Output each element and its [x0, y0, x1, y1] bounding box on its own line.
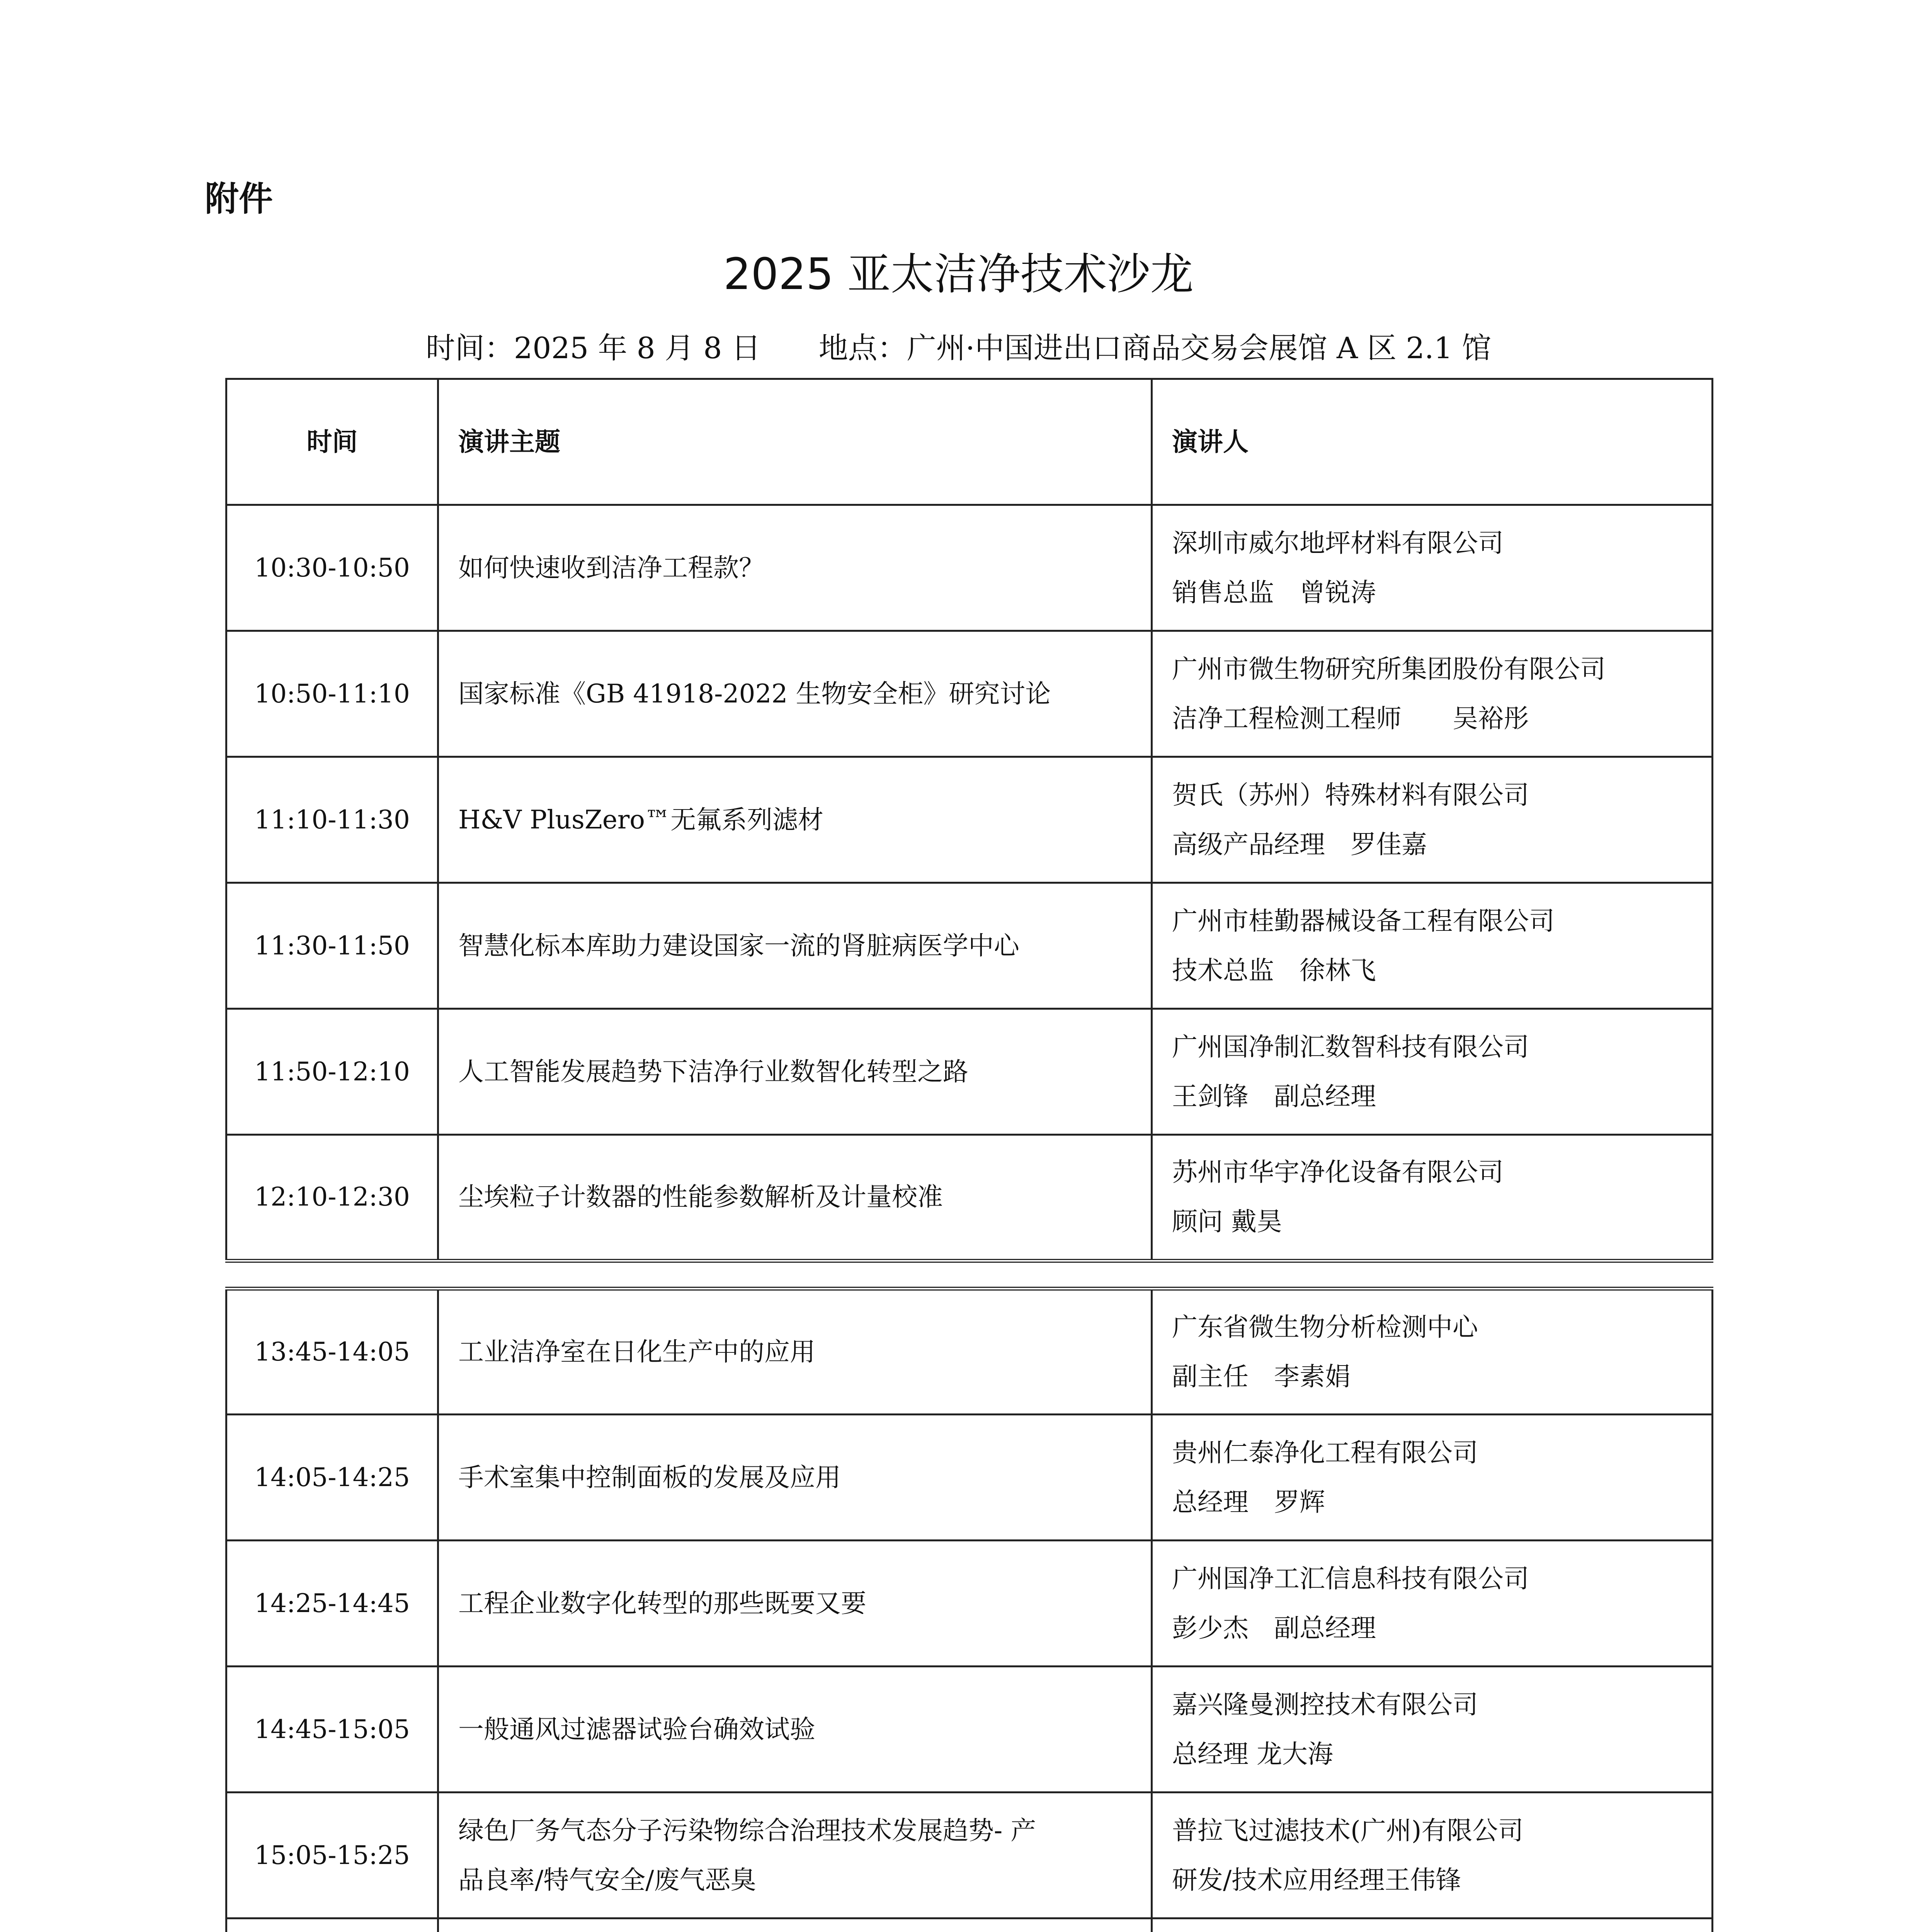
speaker-organization: 广州市微生物研究所集团股份有限公司: [1172, 654, 1606, 684]
page-title: 2025 亚太洁净技术沙龙: [723, 249, 1194, 299]
speaker-name-title: 技术总监 徐林飞: [1172, 955, 1376, 985]
talk-time: 15:05-15:25: [226, 1793, 438, 1918]
topic-line: 尘埃粒子计数器的性能参数解析及计量校准: [458, 1182, 943, 1212]
table-row: [226, 1918, 1713, 1932]
talk-topic: [438, 1667, 1152, 1793]
lunch-break-divider: [226, 1261, 1713, 1289]
talk-topic: [438, 1415, 1152, 1541]
table-row: [226, 505, 1713, 631]
session-break: [226, 1261, 1713, 1289]
attachment-label: 附件: [205, 179, 273, 219]
talk-time: 14:25-14:45: [226, 1541, 438, 1667]
talk-speaker: [1152, 1009, 1713, 1135]
table-row: [226, 1135, 1713, 1261]
talk-speaker: [1152, 1135, 1713, 1261]
afternoon-session: [226, 1289, 1713, 1932]
speaker-organization: 贵州仁泰净化工程有限公司: [1172, 1437, 1478, 1468]
event-location: 地点：广州·中国进出口商品交易会展馆 A 区 2.1 馆: [818, 331, 1492, 365]
table-row: [226, 1415, 1713, 1541]
talk-time: 10:30-10:50: [226, 505, 438, 631]
talk-topic: [438, 1793, 1152, 1918]
speaker-name-title: 销售总监 曾锐涛: [1172, 577, 1376, 607]
topic-line: 智慧化标本库助力建设国家一流的肾脏病医学中心: [458, 930, 1019, 961]
talk-time: 14:45-15:05: [226, 1667, 438, 1793]
speaker-organization: 广东省微生物分析检测中心: [1172, 1312, 1478, 1342]
talk-speaker: [1152, 1415, 1713, 1541]
topic-line: 手术室集中控制面板的发展及应用: [458, 1462, 841, 1492]
talk-speaker: [1152, 1541, 1713, 1667]
speaker-organization: 广州国净工汇信息科技有限公司: [1172, 1563, 1529, 1594]
talk-time: 10:50-11:10: [226, 631, 438, 757]
topic-line: 一般通风过滤器试验台确效试验: [458, 1714, 815, 1744]
event-info: [0, 325, 1917, 367]
table-row: [226, 631, 1713, 757]
talk-topic: [438, 1135, 1152, 1261]
speaker-organization: 深圳市威尔地坪材料有限公司: [1172, 528, 1504, 558]
talk-speaker: [1152, 631, 1713, 757]
topic-line: H&V PlusZero™无氟系列滤材: [458, 804, 824, 835]
schedule-table: [225, 378, 1713, 1932]
talk-topic: [438, 1918, 1152, 1932]
table-row: [226, 1793, 1713, 1918]
speaker-organization: 贺氏（苏州）特殊材料有限公司: [1172, 780, 1529, 810]
speaker-name-title: 顾问 戴昊: [1172, 1207, 1282, 1237]
talk-speaker: [1152, 1793, 1713, 1918]
talk-speaker: [1152, 757, 1713, 883]
speaker-organization: 广州市桂勤器械设备工程有限公司: [1172, 906, 1555, 936]
talk-topic: [438, 1541, 1152, 1667]
table-row: [226, 1009, 1713, 1135]
break-line: [226, 1261, 1713, 1289]
talk-time: 11:50-12:10: [226, 1009, 438, 1135]
talk-topic: [438, 883, 1152, 1009]
table-row: [226, 1541, 1713, 1667]
header-topic: 演讲主题: [438, 379, 1152, 505]
speaker-organization: 普拉飞过滤技术(广州)有限公司: [1172, 1815, 1524, 1845]
talk-speaker: [1152, 505, 1713, 631]
table-row: [226, 757, 1713, 883]
morning-session: [226, 505, 1713, 1261]
talk-speaker: [1152, 1667, 1713, 1793]
topic-line: 人工智能发展趋势下洁净行业数智化转型之路: [458, 1056, 968, 1087]
talk-speaker: [1152, 1918, 1713, 1932]
table-row: [226, 883, 1713, 1009]
topic-line: 国家标准《GB 41918-2022 生物安全柜》研究讨论: [458, 679, 1051, 709]
topic-line: 工程企业数字化转型的那些既要又要: [458, 1588, 866, 1618]
talk-time: 11:30-11:50: [226, 883, 438, 1009]
speaker-name-title: 研发/技术应用经理王伟锋: [1172, 1865, 1461, 1895]
speaker-name-title: 副主任 李素娟: [1172, 1361, 1351, 1391]
talk-topic: [438, 1009, 1152, 1135]
talk-time: 11:10-11:30: [226, 757, 438, 883]
header-speaker: 演讲人: [1152, 379, 1713, 505]
speaker-organization: 广州国净制汇数智科技有限公司: [1172, 1032, 1529, 1062]
header-time: 时间: [226, 379, 438, 505]
talk-speaker: [1152, 883, 1713, 1009]
event-time: 时间：2025 年 8 月 8 日: [425, 331, 761, 365]
topic-line: 如何快速收到洁净工程款？: [458, 553, 764, 583]
table-header-row: [226, 379, 1713, 505]
topic-line-continued: 品良率/特气安全/废气恶臭: [458, 1865, 756, 1895]
table-row: [226, 1289, 1713, 1415]
talk-topic: [438, 1289, 1152, 1415]
talk-time: 12:10-12:30: [226, 1135, 438, 1261]
speaker-name-title: 高级产品经理 罗佳嘉: [1172, 829, 1427, 859]
talk-time: 14:05-14:25: [226, 1415, 438, 1541]
speaker-organization: 苏州市华宇净化设备有限公司: [1172, 1157, 1504, 1187]
talk-speaker: [1152, 1289, 1713, 1415]
speaker-name-title: 洁净工程检测工程师 吴裕彤: [1172, 703, 1529, 733]
speaker-name-title: 总经理 龙大海: [1172, 1739, 1333, 1769]
topic-line: 绿色厂务气态分子污染物综合治理技术发展趋势- 产: [458, 1815, 1036, 1845]
speaker-organization: 嘉兴隆曼测控技术有限公司: [1172, 1689, 1478, 1719]
topic-line: 工业洁净室在日化生产中的应用: [458, 1337, 815, 1367]
speaker-name-title: 王剑锋 副总经理: [1172, 1081, 1376, 1111]
talk-time: [226, 1918, 438, 1932]
table-row: [226, 1667, 1713, 1793]
speaker-name-title: 彭少杰 副总经理: [1172, 1613, 1376, 1643]
talk-topic: [438, 505, 1152, 631]
talk-time: 13:45-14:05: [226, 1289, 438, 1415]
speaker-name-title: 总经理 罗辉: [1172, 1487, 1325, 1517]
talk-topic: [438, 757, 1152, 883]
talk-topic: [438, 631, 1152, 757]
